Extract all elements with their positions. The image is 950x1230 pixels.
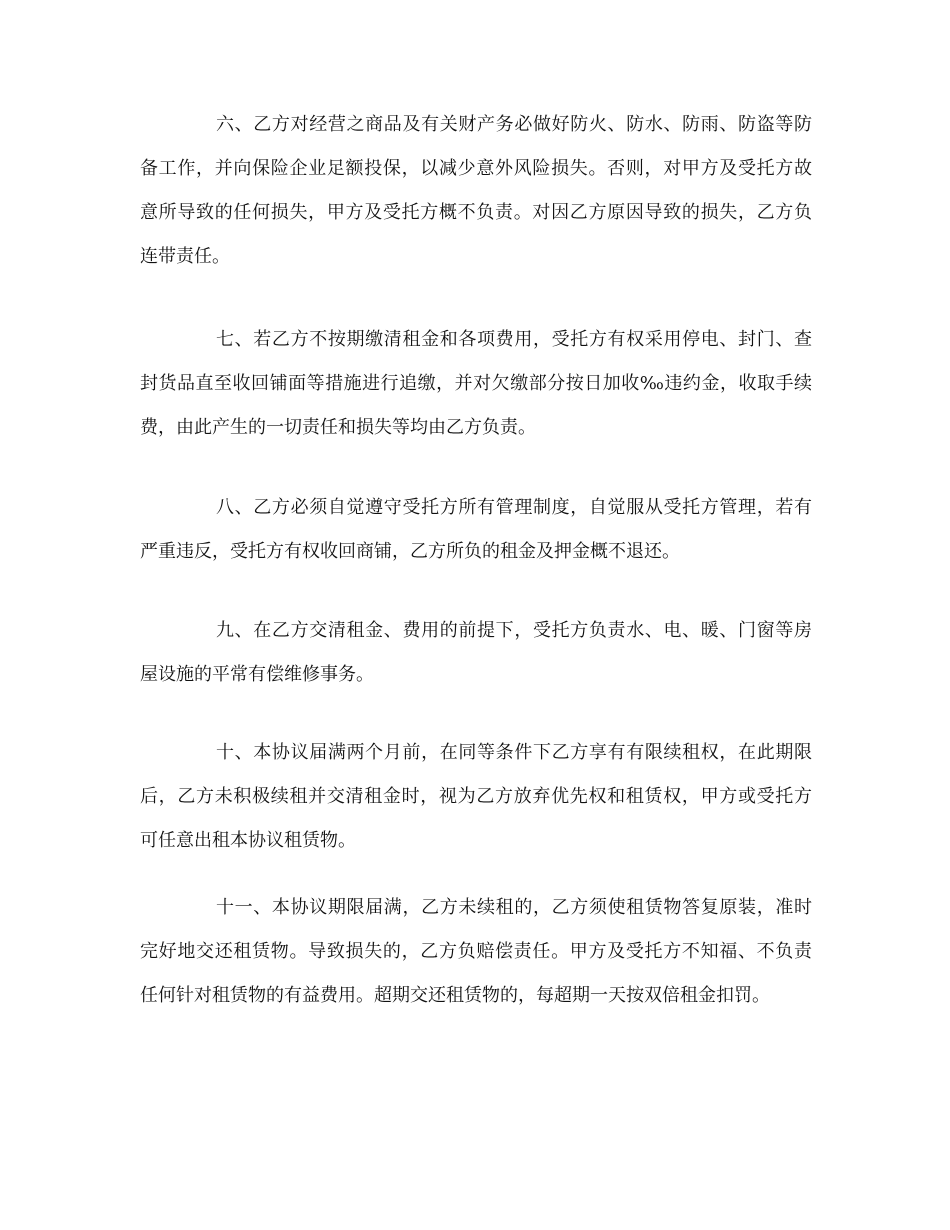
clause-11 bbox=[140, 886, 812, 1018]
clause-7 bbox=[140, 318, 812, 450]
clause-6-line-3: 意所导致的任何损失，甲方及受托方概不负责。对因乙方原因导致的损失，乙方负 bbox=[140, 202, 812, 223]
clause-7-line-3: 费，由此产生的一切责任和损失等均由乙方负责。 bbox=[140, 417, 536, 438]
clause-6-line-4: 连带责任。 bbox=[140, 246, 230, 267]
clause-7-line-1: 七、若乙方不按期缴清租金和各项费用，受托方有权采用停电、封门、查 bbox=[216, 329, 812, 350]
clause-7-line-2: 封货品直至收回铺面等措施进行追缴，并对欠缴部分按日加收‰违约金，收取手续 bbox=[140, 373, 812, 394]
clause-8-line-1: 八、乙方必须自觉遵守受托方所有管理制度，自觉服从受托方管理，若有 bbox=[216, 497, 812, 518]
clause-10 bbox=[140, 731, 812, 863]
clause-10-line-1: 十、本协议届满两个月前，在同等条件下乙方享有有限续租权，在此期限 bbox=[216, 742, 812, 763]
clause-6-line-1: 六、乙方对经营之商品及有关财产务必做好防火、防水、防雨、防盗等防 bbox=[216, 114, 812, 135]
clause-11-line-1: 十一、本协议期限届满，乙方未续租的，乙方须使租赁物答复原装，准时 bbox=[216, 897, 812, 918]
clause-9-line-2: 屋设施的平常有偿维修事务。 bbox=[140, 664, 374, 685]
clause-11-line-3: 任何针对租赁物的有益费用。超期交还租赁物的，每超期一天按双倍租金扣罚。 bbox=[140, 985, 770, 1006]
clause-11-line-2: 完好地交还租赁物。导致损失的，乙方负赔偿责任。甲方及受托方不知福、不负责 bbox=[140, 941, 812, 962]
clause-10-line-2: 后，乙方未积极续租并交清租金时，视为乙方放弃优先权和租赁权，甲方或受托方 bbox=[140, 786, 812, 807]
clause-6-line-2: 备工作，并向保险企业足额投保，以减少意外风险损失。否则，对甲方及受托方故 bbox=[140, 158, 812, 179]
clause-10-line-3: 可任意出租本协议租赁物。 bbox=[140, 830, 356, 851]
clause-6 bbox=[140, 103, 812, 279]
clause-8 bbox=[140, 486, 812, 574]
clause-9-line-1: 九、在乙方交清租金、费用的前提下，受托方负责水、电、暖、门窗等房 bbox=[216, 620, 812, 641]
clause-8-line-2: 严重违反，受托方有权收回商铺，乙方所负的租金及押金概不退还。 bbox=[140, 541, 680, 562]
clause-9 bbox=[140, 609, 812, 697]
